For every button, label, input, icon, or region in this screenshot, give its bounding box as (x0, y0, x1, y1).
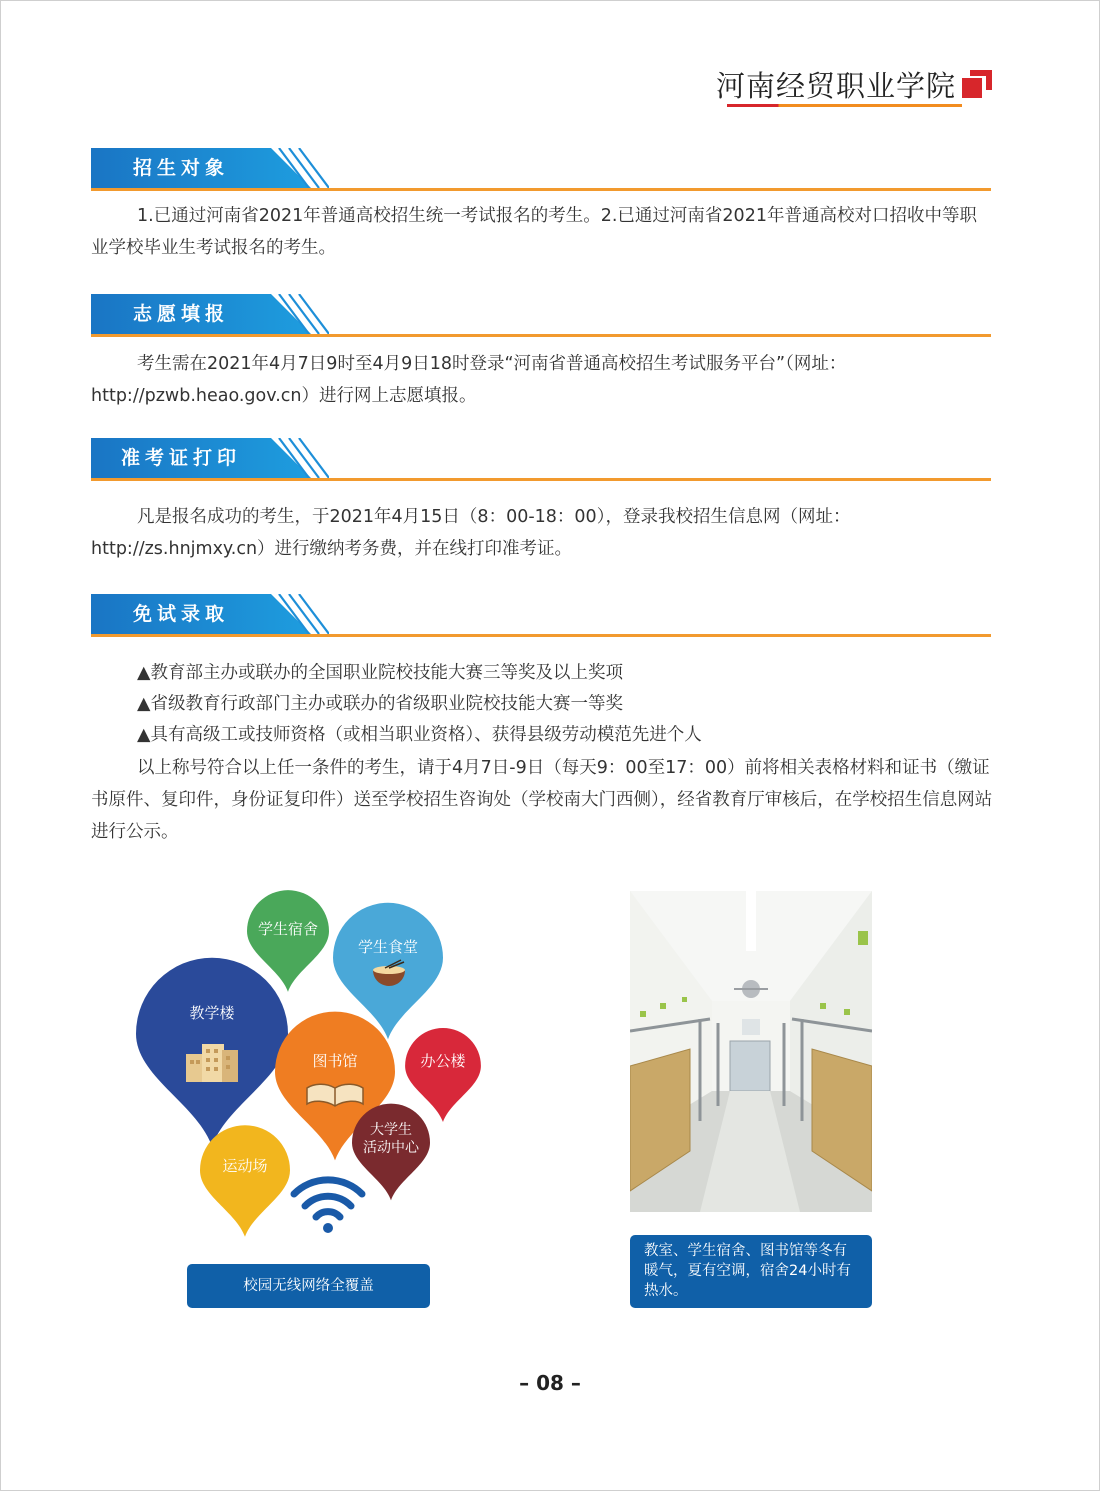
section-title: 招生对象 (132, 157, 229, 179)
pin-label: 运动场 (222, 1157, 268, 1175)
section-header-exemption (91, 594, 991, 638)
dormitory-image (630, 891, 872, 1212)
pin-label: 学生宿舍 (257, 920, 318, 938)
paragraph-text: 以上称号符合以上任一条件的考生，请于4月7日-9日（每天9：00至17：00）前将相关表格材料和证书（缴证书原件、复印件，身份证复印件）送至学校招生咨询处（学校南大门西侧），经省教育厅审核后，在学校招生信息网站进行公示。 (91, 758, 993, 842)
building-icon (184, 1038, 240, 1084)
paragraph-text: 考生需在2021年4月7日9时至4月9日18时登录“河南省普通高校招生考试服务平台”（网址：http://pzwb.heao.gov.cn）进行网上志愿填报。 (91, 354, 847, 406)
section-header-application (91, 294, 991, 338)
section-header-enrollment-target (91, 148, 991, 192)
section-rule (91, 188, 991, 191)
pin-label: 图书馆 (312, 1052, 358, 1070)
stripes-decoration-icon (269, 294, 329, 334)
section-title: 免试录取 (132, 603, 229, 625)
wifi-icon (288, 1172, 368, 1234)
stripes-decoration-icon (269, 438, 329, 478)
paragraph-application (91, 348, 994, 412)
paragraph-enrollment-target (91, 200, 994, 264)
pin-label: 学生食堂 (357, 938, 418, 956)
pin-label: 教学楼 (189, 1004, 235, 1022)
section-title: 准考证打印 (120, 447, 241, 469)
bullet-item: ▲具有高级工或技师资格（或相当职业资格）、获得县级劳动模范先进个人 (137, 725, 702, 745)
pin-label: 办公楼 (420, 1052, 466, 1070)
stripes-decoration-icon (269, 148, 329, 188)
pin-sports-field (200, 1124, 290, 1238)
section-rule (91, 634, 991, 637)
section-rule (91, 334, 991, 337)
paragraph-text: 凡是报名成功的考生，于2021年4月15日（8：00-18：00），登录我校招生信息网（网址：http://zs.hnjmxy.cn）进行缴纳考务费，并在线打印准考证。 (91, 507, 851, 559)
pin-label-line2: 活动中心 (363, 1140, 419, 1156)
bullet-item: ▲教育部主办或联办的全国职业院校技能大赛三等奖及以上奖项 (137, 663, 623, 683)
section-rule (91, 478, 991, 481)
bullet-item: ▲省级教育行政部门主办或联办的省级职业院校技能大赛一等奖 (137, 694, 623, 714)
college-logo-icon (962, 70, 992, 100)
brand-underline (727, 104, 962, 107)
dorm-photo (630, 891, 872, 1212)
rice-bowl-icon (371, 960, 407, 988)
dorm-caption: 教室、学生宿舍、图书馆等冬有暖气，夏有空调，宿舍24小时有热水。 (630, 1235, 872, 1308)
map-pin-icon (200, 1124, 290, 1238)
paragraph-admission-ticket (91, 501, 994, 565)
stripes-decoration-icon (269, 594, 329, 634)
paragraph-text: 1.已通过河南省2021年普通高校招生统一考试报名的考生。2.已通过河南省2021年普通高校对口招收中等职业学校毕业生考试报名的考生。 (91, 206, 977, 258)
page-number: – 08 – (519, 1371, 581, 1395)
brand-header (716, 64, 992, 105)
paragraph-exemption (91, 752, 994, 848)
wifi-caption: 校园无线网络全覆盖 (187, 1264, 430, 1308)
institution-name: 河南经贸职业学院 (715, 69, 956, 103)
section-header-admission-ticket (91, 438, 991, 482)
section-title: 志愿填报 (132, 303, 229, 325)
pin-teaching-building (136, 956, 288, 1148)
pin-label-line1: 大学生 (370, 1122, 412, 1138)
